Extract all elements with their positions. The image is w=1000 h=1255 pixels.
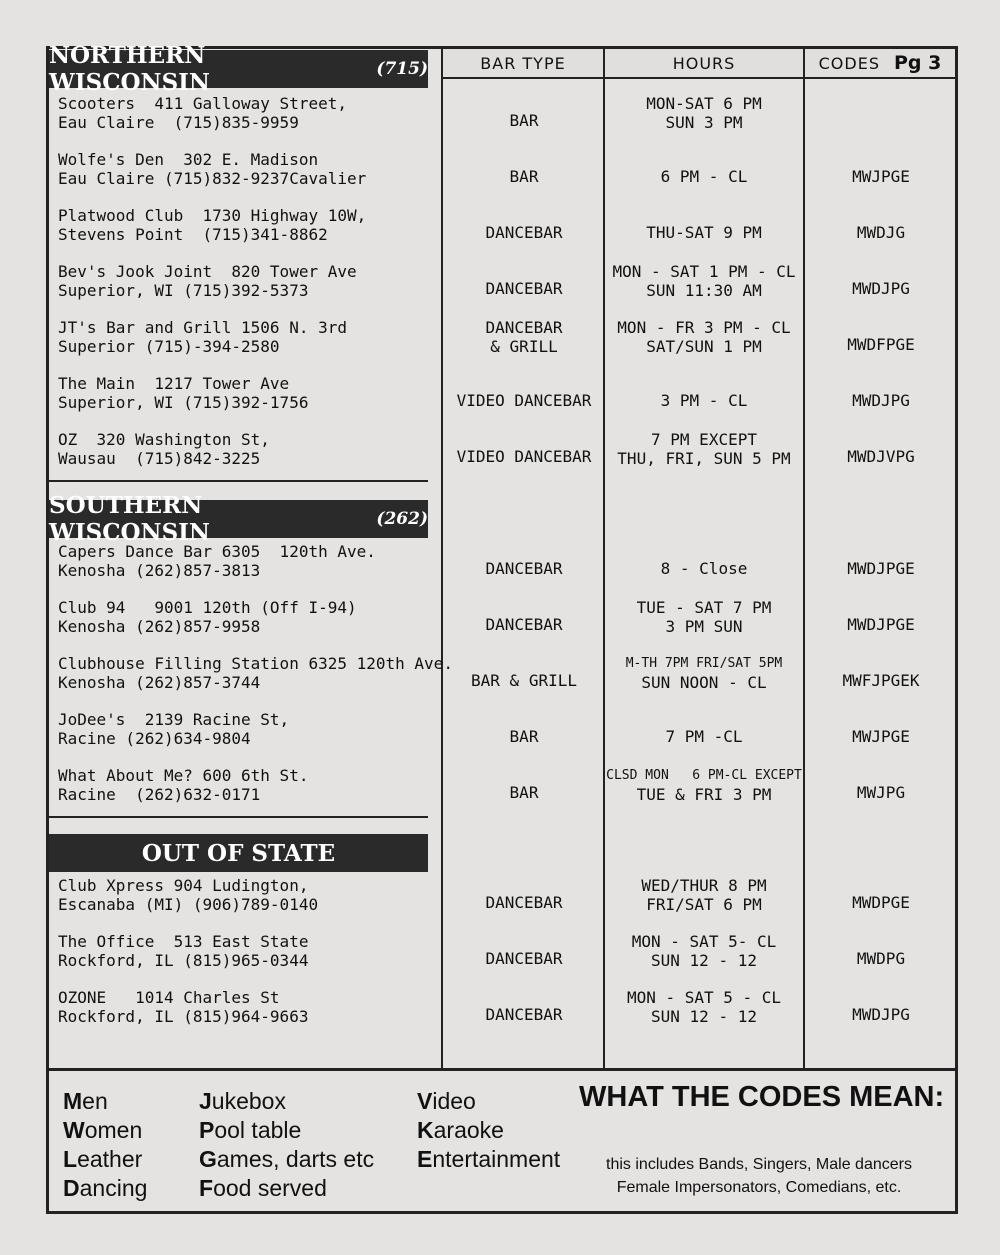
legend-code-word: ood served (213, 1175, 327, 1201)
legend-code-word: ukebox (211, 1088, 286, 1114)
listing-row (0, 876, 1000, 932)
hours-line-2: SUN 12 - 12 (651, 951, 757, 970)
listing-row (0, 542, 1000, 598)
header-bar-type-label: BAR TYPE (480, 53, 566, 73)
venue-address: Racine (262)634-9804 (58, 729, 251, 748)
header-codes (805, 49, 955, 79)
venue-hours (606, 430, 802, 468)
venue-address: Racine (262)632-0171 (58, 785, 261, 804)
bar-type: BAR (509, 783, 539, 802)
venue-hours (606, 167, 802, 186)
venue-name: What About Me? 600 6th St. (58, 766, 309, 785)
venue-name: Clubhouse Filling Station 6325 120th Ave. (58, 654, 453, 673)
listing-row (0, 710, 1000, 766)
venue-codes: MWJPGE (852, 727, 910, 746)
section-divider (49, 816, 428, 818)
venue-codes: MWDJPG (852, 1005, 910, 1024)
bar-type: DANCEBAR (485, 615, 563, 634)
hours-line-1: 7 PM -CL (665, 727, 743, 746)
venue-hours (606, 559, 802, 578)
venue-address: Stevens Point (715)341-8862 (58, 225, 328, 244)
venue-codes: MWDJPG (852, 279, 910, 298)
venue-address: Rockford, IL (815)965-0344 (58, 951, 309, 970)
legend-code-word: ideo (432, 1088, 476, 1114)
listing-row (0, 932, 1000, 988)
venue-codes: MWDJPG (852, 391, 910, 410)
venue-address: Kenosha (262)857-3813 (58, 561, 261, 580)
venue-name: JT's Bar and Grill 1506 N. 3rd (58, 318, 347, 337)
venue-codes: MWDJG (856, 223, 906, 242)
legend-column-1 (63, 1087, 147, 1203)
listing-row (0, 766, 1000, 822)
listing-row (0, 654, 1000, 710)
bar-type (444, 318, 604, 356)
region-banner (49, 42, 428, 96)
venue-name: The Office 513 East State (58, 932, 309, 951)
legend-code-letter: V (417, 1088, 433, 1114)
legend-entry (199, 1116, 374, 1145)
hours-line-2: SAT/SUN 1 PM (646, 337, 762, 356)
venue-hours (606, 318, 802, 356)
venue-codes: MWDPGE (852, 893, 910, 912)
venue-hours (606, 262, 802, 300)
venue-hours (606, 654, 802, 692)
venue-address: Superior, WI (715)392-5373 (58, 281, 309, 300)
legend-entry (199, 1145, 374, 1174)
hours-line-1: MON - SAT 5- CL (631, 932, 777, 951)
venue-codes: MWJPGE (852, 167, 910, 186)
legend-code-word: en (82, 1088, 108, 1114)
venue-name: Capers Dance Bar 6305 120th Ave. (58, 542, 376, 561)
hours-line-2: SUN 12 - 12 (651, 1007, 757, 1026)
hours-line-1: CLSD MON 6 PM-CL EXCEPT (606, 768, 802, 783)
venue-name: Club 94 9001 120th (Off I-94) (58, 598, 357, 617)
bar-type: BAR (509, 111, 539, 130)
venue-address: Superior, WI (715)392-1756 (58, 393, 309, 412)
header-hours (605, 49, 803, 79)
region-title: OUT OF STATE (141, 839, 336, 867)
legend-code-letter: L (63, 1146, 78, 1172)
hours-line-1: MON-SAT 6 PM (646, 94, 762, 113)
hours-line-1: 7 PM EXCEPT (651, 430, 757, 449)
venue-hours (606, 988, 802, 1026)
hours-line-1: M-TH 7PM FRI/SAT 5PM (625, 656, 783, 671)
bar-type: VIDEO DANCEBAR (456, 447, 592, 466)
venue-name: Bev's Jook Joint 820 Tower Ave (58, 262, 357, 281)
region-banner (49, 492, 428, 546)
legend-note (569, 1153, 949, 1199)
venue-name: OZ 320 Washington St, (58, 430, 270, 449)
region-area-code: (715) (376, 59, 428, 79)
venue-address: Kenosha (262)857-3744 (58, 673, 261, 692)
venue-hours (606, 727, 802, 746)
legend-code-letter: M (63, 1088, 83, 1114)
hours-line-1: MON - FR 3 PM - CL (617, 318, 791, 337)
hours-line-1: MON - SAT 5 - CL (626, 988, 782, 1007)
hours-line-1: 6 PM - CL (660, 167, 748, 186)
legend-entry (63, 1174, 147, 1203)
bar-type: DANCEBAR (485, 559, 563, 578)
venue-hours (606, 94, 802, 132)
legend-code-letter: J (199, 1088, 212, 1114)
hours-line-1: 3 PM - CL (660, 391, 748, 410)
legend-code-word: ames, darts etc (216, 1146, 375, 1172)
venue-name: JoDee's 2139 Racine St, (58, 710, 290, 729)
venue-codes: MWDFPGE (847, 335, 915, 354)
header-codes-label: CODES (818, 53, 880, 73)
bar-type: BAR & GRILL (471, 671, 577, 690)
legend-note-line-1: this includes Bands, Singers, Male dancers (606, 1156, 912, 1173)
venue-hours (606, 876, 802, 914)
bar-type: DANCEBAR (485, 279, 563, 298)
legend-code-word: araoke (433, 1117, 504, 1143)
legend-entry (199, 1087, 374, 1116)
venue-codes: MWDPG (856, 949, 906, 968)
header-bar-type (443, 49, 603, 79)
venue-name: The Main 1217 Tower Ave (58, 374, 290, 393)
legend-code-word: ntertainment (432, 1146, 561, 1172)
hours-line-2: THU, FRI, SUN 5 PM (617, 449, 791, 468)
legend-code-letter: G (199, 1146, 217, 1172)
hours-line-2: FRI/SAT 6 PM (646, 895, 762, 914)
listing-row (0, 430, 1000, 486)
legend-code-letter: D (63, 1175, 80, 1201)
listing-row (0, 318, 1000, 374)
bar-type: DANCEBAR (485, 949, 563, 968)
page-number: Pg 3 (893, 52, 942, 74)
legend-code-word: ancing (79, 1175, 148, 1201)
hours-line-1: THU-SAT 9 PM (646, 223, 762, 242)
venue-name: Club Xpress 904 Ludington, (58, 876, 309, 895)
listing-row (0, 374, 1000, 430)
legend-column-3 (417, 1087, 560, 1174)
legend-entry (417, 1116, 560, 1145)
venue-address: Escanaba (MI) (906)789-0140 (58, 895, 319, 914)
legend-entry (199, 1174, 374, 1203)
legend-code-word: ool table (214, 1117, 302, 1143)
venue-hours (606, 598, 802, 636)
venue-name: OZONE 1014 Charles St (58, 988, 280, 1007)
venue-codes: MWJPG (856, 783, 906, 802)
region-area-code: (262) (376, 509, 428, 529)
venue-codes: MWDJPGE (847, 615, 915, 634)
venue-address: Superior (715)-394-2580 (58, 337, 280, 356)
listing-row (0, 988, 1000, 1044)
legend-code-letter: P (199, 1117, 215, 1143)
hours-line-2: SUN NOON - CL (641, 673, 767, 692)
venue-address: Eau Claire (715)835-9959 (58, 113, 299, 132)
region-title: SOUTHERN WISCONSIN (49, 492, 210, 546)
legend-title: WHAT THE CODES MEAN: (579, 1081, 945, 1113)
hours-line-2: SUN 3 PM (665, 113, 743, 132)
bar-type: DANCEBAR (485, 893, 563, 912)
codes-legend (49, 1068, 955, 1211)
bar-type: BAR (509, 167, 539, 186)
venue-address: Eau Claire (715)832-9237Cavalier (58, 169, 367, 188)
region-title: NORTHERN WISCONSIN (49, 42, 210, 96)
legend-code-word: omen (84, 1117, 143, 1143)
legend-code-letter: K (417, 1117, 434, 1143)
legend-code-letter: W (63, 1117, 85, 1143)
venue-hours (606, 223, 802, 242)
hours-line-1: 8 - Close (660, 559, 748, 578)
venue-name: Scooters 411 Galloway Street, (58, 94, 347, 113)
bar-type: DANCEBAR (485, 223, 563, 242)
legend-entry (417, 1145, 560, 1174)
venue-hours (606, 766, 802, 804)
listing-row (0, 150, 1000, 206)
hours-line-1: WED/THUR 8 PM (641, 876, 767, 895)
hours-line-2: TUE & FRI 3 PM (636, 785, 772, 804)
section-divider (49, 480, 428, 482)
listing-row (0, 206, 1000, 262)
legend-entry (63, 1116, 147, 1145)
bar-type: BAR (509, 727, 539, 746)
hours-line-1: TUE - SAT 7 PM (636, 598, 772, 617)
venue-codes: MWDJVPG (847, 447, 915, 466)
legend-code-letter: E (417, 1146, 433, 1172)
venue-address: Kenosha (262)857-9958 (58, 617, 261, 636)
venue-codes: MWFJPGEK (842, 671, 920, 690)
bar-type: DANCEBAR (485, 1005, 563, 1024)
venue-name: Platwood Club 1730 Highway 10W, (58, 206, 367, 225)
legend-column-2 (199, 1087, 374, 1203)
bar-type-line-1: DANCEBAR (485, 318, 563, 337)
bar-type-line-2: & GRILL (490, 337, 558, 356)
venue-hours (606, 932, 802, 970)
hours-line-2: SUN 11:30 AM (646, 281, 762, 300)
listing-row (0, 598, 1000, 654)
venue-address: Rockford, IL (815)964-9663 (58, 1007, 309, 1026)
legend-entry (63, 1087, 147, 1116)
legend-code-word: eather (77, 1146, 143, 1172)
legend-note-line-2: Female Impersonators, Comedians, etc. (616, 1179, 902, 1196)
venue-name: Wolfe's Den 302 E. Madison (58, 150, 319, 169)
legend-entry (417, 1087, 560, 1116)
venue-hours (606, 391, 802, 410)
hours-line-1: MON - SAT 1 PM - CL (612, 262, 796, 281)
listing-row (0, 262, 1000, 318)
region-banner (49, 834, 428, 872)
listing-row (0, 94, 1000, 150)
venue-address: Wausau (715)842-3225 (58, 449, 261, 468)
legend-entry (63, 1145, 147, 1174)
legend-code-letter: F (199, 1175, 214, 1201)
bar-type: VIDEO DANCEBAR (456, 391, 592, 410)
venue-codes: MWDJPGE (847, 559, 915, 578)
header-hours-label: HOURS (672, 53, 736, 73)
hours-line-2: 3 PM SUN (665, 617, 743, 636)
